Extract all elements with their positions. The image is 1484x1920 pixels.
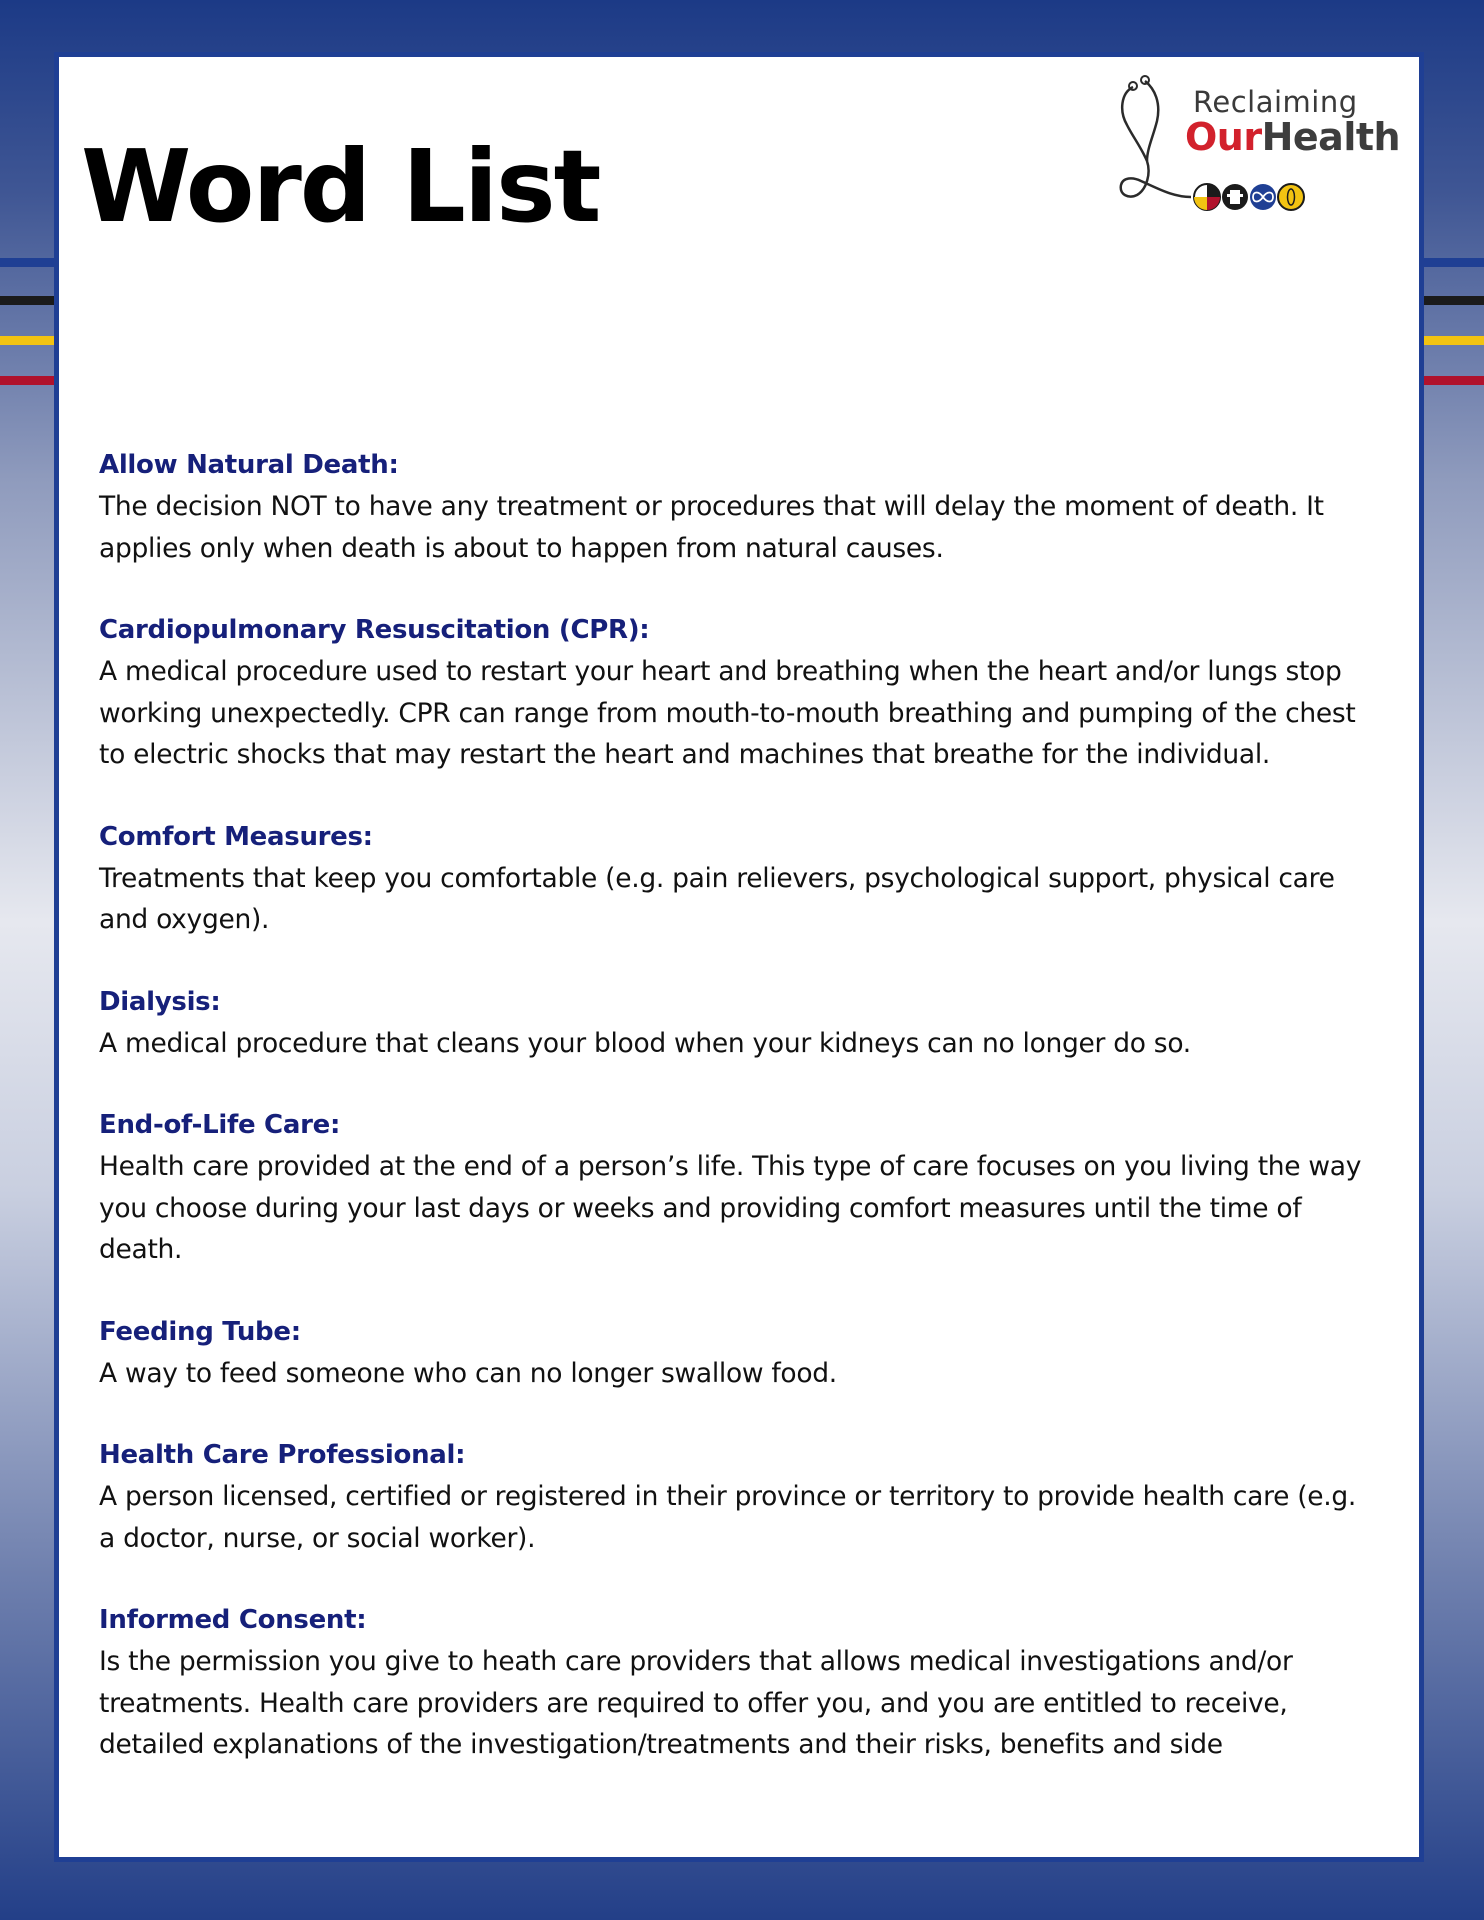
inukshuk-icon: [1222, 184, 1248, 210]
term-name: Health Care Professional:: [99, 1440, 466, 1470]
medicine-wheel-icon: [1194, 184, 1220, 210]
term-definition: A medical procedure that cleans your blood when your kidneys can no longer do so.: [99, 1027, 1191, 1059]
term-definition: A medical procedure used to restart your heart and breathing when the heart and/or lungs stop working unexpectedly. CPR can range from mouth-to-mouth breathing and pumping of the chest to electric shocks that may restart the heart and machines that breathe for the individual.: [99, 656, 1356, 770]
term-definition: A person licensed, certified or registered in their province or territory to provide health care (e.g. a doctor, nurse, or social worker).: [99, 1481, 1357, 1554]
logo-text-health: Health: [1261, 115, 1401, 159]
term-name: Allow Natural Death:: [99, 450, 399, 480]
term-name: Informed Consent:: [99, 1605, 367, 1635]
term-name: Cardiopulmonary Resuscitation (CPR):: [99, 615, 650, 645]
term-name: Feeding Tube:: [99, 1316, 301, 1347]
term-definition: A way to feed someone who can no longer swallow food.: [99, 1357, 837, 1389]
term-name: End-of-Life Care:: [99, 1110, 341, 1140]
term-definition: Treatments that keep you comfortable (e.g. pain relievers, psychological support, physical care and oxygen).: [99, 862, 1335, 935]
term-name: Comfort Measures:: [99, 821, 373, 852]
term-entry: [99, 1599, 1379, 1766]
infinity-icon: [1250, 184, 1276, 210]
term-entry: [99, 981, 1379, 1065]
logo-text-reclaiming: Reclaiming: [1193, 85, 1358, 119]
term-entry: [99, 1104, 1379, 1271]
reclaiming-our-health-logo: [1111, 71, 1401, 221]
term-entry: [99, 1311, 1379, 1395]
logo-text-our-health: [1185, 115, 1400, 159]
term-entry: [99, 609, 1379, 776]
logo-text-our: Our: [1185, 115, 1262, 159]
word-list: [99, 444, 1379, 1806]
feather-icon: [1278, 184, 1304, 210]
term-definition: The decision NOT to have any treatment or procedures that will delay the moment of death. It applies only when death is about to happen from natural causes.: [99, 491, 1324, 564]
term-entry: [99, 1434, 1379, 1559]
term-definition: Health care provided at the end of a person’s life. This type of care focuses on you living the way you choose during your last days or weeks and providing comfort measures until the time of death.: [99, 1151, 1362, 1265]
term-name: Dialysis:: [99, 986, 221, 1017]
term-entry: [99, 816, 1379, 941]
page-title: Word List: [81, 128, 600, 245]
term-definition: Is the permission you give to heath care providers that allows medical investigations and/or treatments. Health care providers are required to offer you, and you are entitled to receive, detailed explanations of the investigation/treatments and their risks, benefits and side: [99, 1646, 1293, 1760]
term-entry: [99, 444, 1379, 569]
